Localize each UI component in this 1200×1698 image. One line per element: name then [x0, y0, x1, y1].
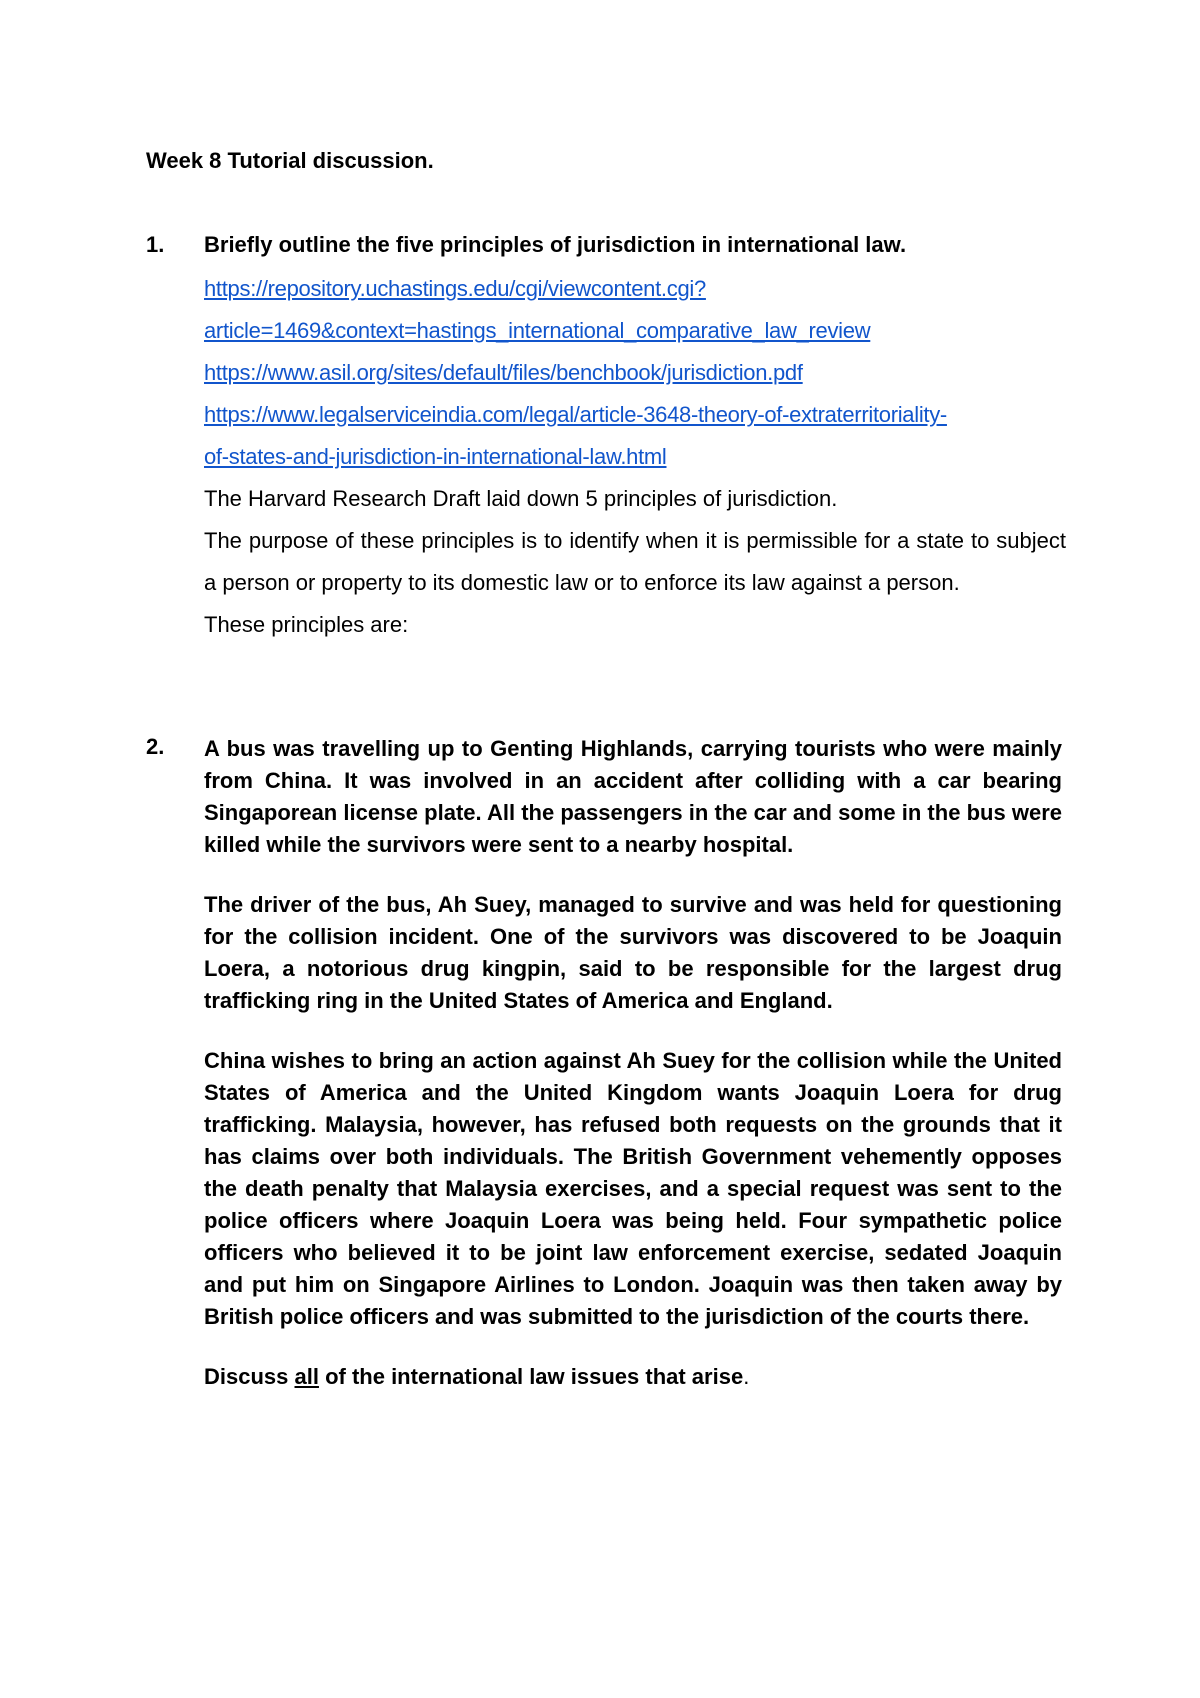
instruction-prefix: Discuss [204, 1364, 295, 1389]
instruction-suffix: of the international law issues that arise [318, 1364, 744, 1389]
question-1-number: 1. [146, 232, 165, 257]
link-uchastings[interactable]: https://repository.uchastings.edu/cgi/viewcontent.cgi? [204, 276, 706, 301]
instruction-period: . [743, 1364, 750, 1389]
question-2-instruction [204, 1361, 1062, 1393]
document-title: Week 8 Tutorial discussion. [146, 148, 434, 173]
link-asil-benchbook[interactable]: https://www.asil.org/sites/default/files/benchbook/jurisdiction.pdf [204, 360, 803, 385]
link-uchastings-continued[interactable]: article=1469&context=hastings_international_comparative_law_review [204, 318, 871, 343]
question-1-body [204, 268, 1066, 646]
instruction-emphasis: all [294, 1364, 319, 1389]
question-2-paragraph-accident: A bus was travelling up to Genting Highlands, carrying tourists who were mainly from China. It was involved in an accident after colliding with a car bearing Singaporean license plate. All the passengers in the car and some in the bus were killed while the survivors were sent to a nearby hospital. [204, 736, 1062, 857]
answer-purpose: The purpose of these principles is to identify when it is permissible for a state to subject a person or property to its domestic law or to enforce its law against a person. [204, 528, 1066, 595]
question-1-heading: Briefly outline the five principles of jurisdiction in international law. [204, 232, 907, 257]
answer-principles-intro: These principles are: [204, 612, 409, 637]
link-legalserviceindia-continued[interactable]: of-states-and-jurisdiction-in-international-law.html [204, 444, 667, 469]
question-2-paragraph-driver: The driver of the bus, Ah Suey, managed to survive and was held for questioning for the collision incident. One of the survivors was discovered to be Joaquin Loera, a notorious drug kingpin, said to be responsible for the largest drug trafficking ring in the United States of America and England. [204, 892, 1062, 1013]
question-2-number: 2. [146, 734, 165, 759]
link-legalserviceindia[interactable]: https://www.legalserviceindia.com/legal/article-3648-theory-of-extraterritoriality- [204, 402, 947, 427]
question-2-paragraph-claims: China wishes to bring an action against Ah Suey for the collision while the United States of America and the United Kingdom wants Joaquin Loera for drug trafficking. Malaysia, however, has refused both requests on the grounds that it has claims over both individuals. The British Government vehemently opposes the death penalty that Malaysia exercises, and a special request was sent to the police officers where Joaquin Loera was being held. Four sympathetic police officers who believed it to be joint law enforcement exercise, sedated Joaquin and put him on Singapore Airlines to London. Joaquin was then taken away by British police officers and was submitted to the jurisdiction of the courts there. [204, 1048, 1062, 1329]
answer-line-harvard-draft: The Harvard Research Draft laid down 5 principles of jurisdiction. [204, 486, 838, 511]
question-2-body [204, 733, 1062, 1421]
